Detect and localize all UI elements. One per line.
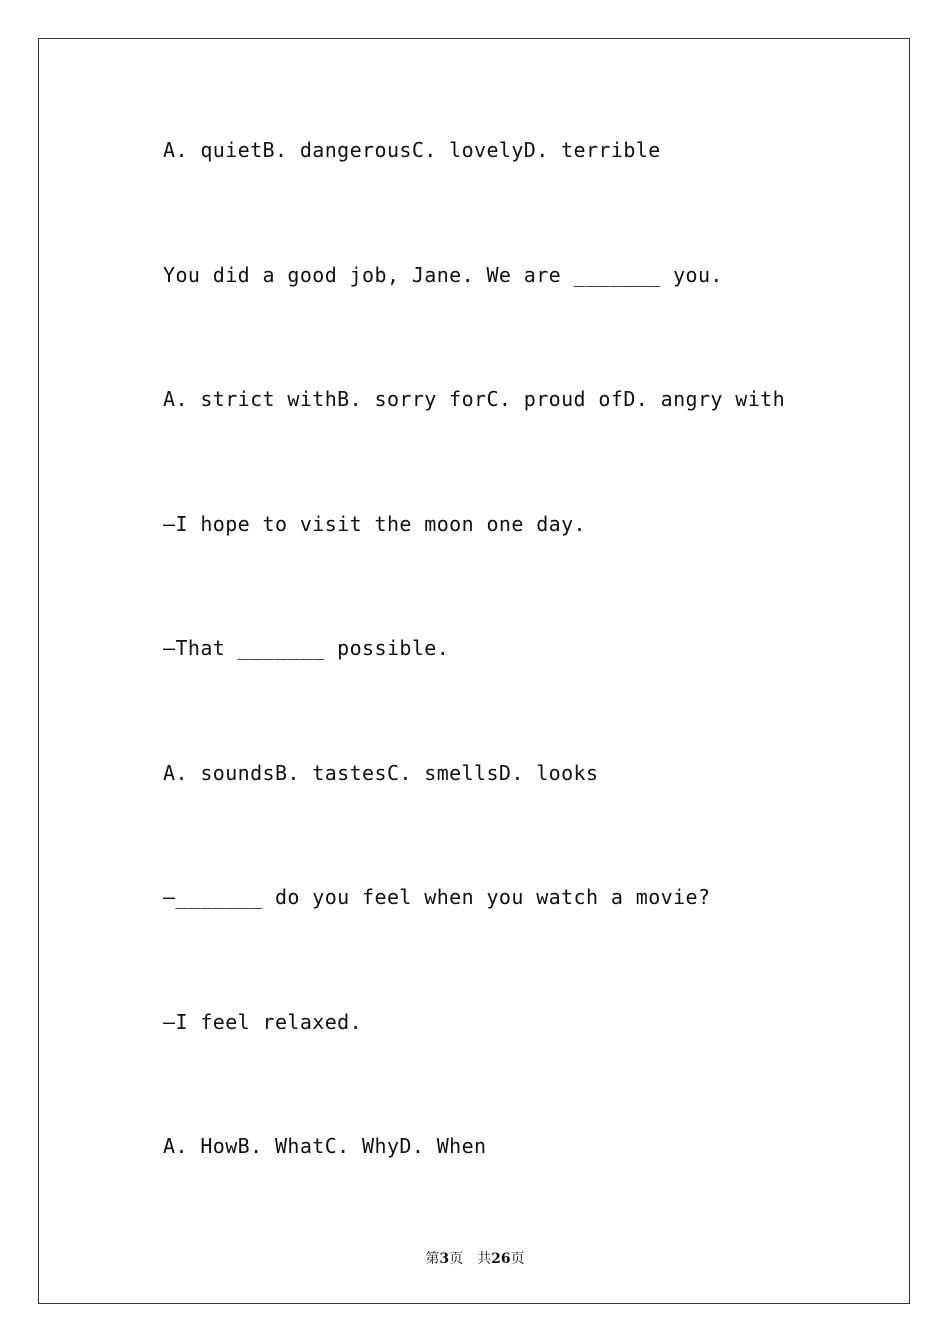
question-options-1: A. quietB. dangerousC. lovelyD. terrible [163, 138, 661, 162]
question-dialogue-4b: —I feel relaxed. [163, 1010, 363, 1034]
question-options-2: A. strict withB. sorry forC. proud ofD. angry with [163, 387, 786, 411]
page-frame [38, 38, 910, 1304]
footer-total-prefix: 共 [477, 1251, 492, 1267]
footer-total-pages: 26 [491, 1251, 511, 1267]
page-footer [0, 1248, 950, 1268]
question-text-2: You did a good job, Jane. We are _______ you. [163, 263, 723, 287]
question-dialogue-3a: —I hope to visit the moon one day. [163, 512, 586, 536]
question-options-4: A. HowB. WhatC. WhyD. When [163, 1134, 487, 1158]
question-dialogue-4a: —_______ do you feel when you watch a movie? [163, 885, 711, 909]
footer-page-prefix: 第 [425, 1251, 440, 1267]
question-dialogue-3b: —That _______ possible. [163, 636, 450, 660]
footer-page-number: 3 [439, 1251, 450, 1267]
footer-total-suffix: 页 [510, 1251, 525, 1267]
footer-page-suffix: 页 [449, 1251, 464, 1267]
question-options-3: A. soundsB. tastesC. smellsD. looks [163, 761, 599, 785]
